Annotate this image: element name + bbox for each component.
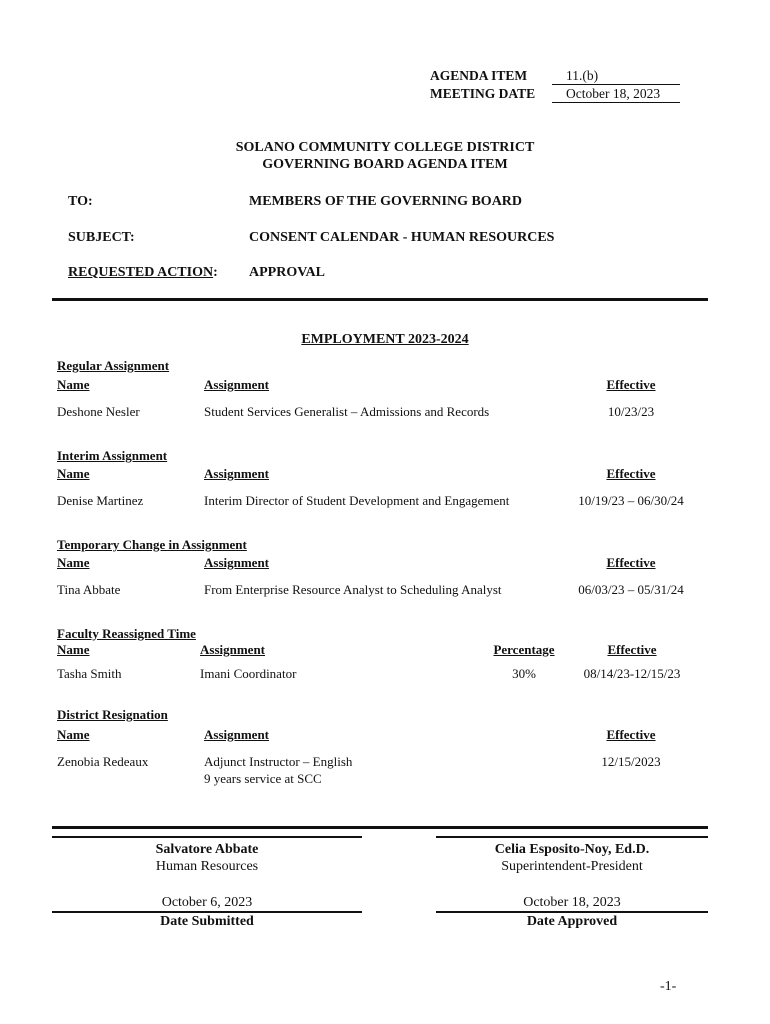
faculty-section-title: Faculty Reassigned Time: [57, 626, 196, 641]
date-submitted-line: [52, 911, 362, 913]
employment-heading: EMPLOYMENT 2023-2024: [301, 332, 469, 347]
regular-col-name: Name: [57, 377, 90, 392]
regular-row-name: Deshone Nesler: [57, 404, 140, 419]
date-submitted-label: Date Submitted: [160, 914, 254, 929]
date-submitted-value: October 6, 2023: [161, 895, 253, 910]
faculty-col-percentage: Percentage: [493, 642, 555, 657]
temporary-col-name: Name: [57, 555, 90, 570]
regular-row-assignment: Student Services Generalist – Admissions and Records: [204, 404, 490, 419]
resignation-row-name: Zenobia Redeaux: [57, 754, 149, 769]
agenda-title: GOVERNING BOARD AGENDA ITEM: [262, 157, 508, 172]
temporary-section-title: Temporary Change in Assignment: [57, 537, 247, 552]
regular-row-effective: 10/23/23: [607, 404, 655, 419]
agenda-item-value: 11.(b): [566, 68, 599, 83]
header-divider: [52, 298, 708, 301]
to-label: TO:: [68, 194, 93, 209]
interim-col-name: Name: [57, 466, 90, 481]
resignation-col-assignment: Assignment: [204, 727, 270, 742]
right-signature-line: [436, 836, 708, 838]
subject-value: CONSENT CALENDAR - HUMAN RESOURCES: [249, 230, 555, 245]
temporary-row-assignment: From Enterprise Resource Analyst to Scheduling Analyst: [204, 582, 502, 597]
requested-action-text: REQUESTED ACTION: [68, 265, 214, 280]
resignation-col-effective: Effective: [606, 727, 656, 742]
interim-col-assignment: Assignment: [204, 466, 270, 481]
faculty-row-percentage: 30%: [512, 666, 536, 681]
right-signer-name: Celia Esposito-Noy, Ed.D.: [494, 842, 650, 857]
meeting-date-label: MEETING DATE: [430, 86, 536, 101]
resignation-section-title: District Resignation: [57, 707, 168, 722]
temporary-row-name: Tina Abbate: [57, 582, 121, 597]
faculty-row-assignment: Imani Coordinator: [200, 666, 297, 681]
date-approved-value: October 18, 2023: [523, 895, 621, 910]
signature-divider: [52, 826, 708, 829]
resignation-row-effective: 12/15/2023: [601, 754, 661, 769]
resignation-col-name: Name: [57, 727, 90, 742]
faculty-col-effective: Effective: [607, 642, 657, 657]
page-number: -1-: [660, 979, 677, 994]
left-signature-line: [52, 836, 362, 838]
subject-label: SUBJECT:: [68, 230, 135, 245]
date-approved-label: Date Approved: [526, 914, 618, 929]
temporary-row-effective: 06/03/23 – 05/31/24: [578, 582, 684, 597]
requested-action-colon: :: [213, 265, 218, 280]
left-signer-name: Salvatore Abbate: [155, 842, 259, 857]
resignation-row-assignment-line2: 9 years service at SCC: [204, 771, 322, 786]
interim-section-title: Interim Assignment: [57, 448, 168, 463]
faculty-row-name: Tasha Smith: [57, 666, 122, 681]
to-value: MEMBERS OF THE GOVERNING BOARD: [249, 194, 523, 209]
interim-row-effective: 10/19/23 – 06/30/24: [578, 493, 684, 508]
faculty-col-assignment: Assignment: [200, 642, 266, 657]
district-title: SOLANO COMMUNITY COLLEGE DISTRICT: [235, 140, 535, 155]
faculty-row-effective: 08/14/23-12/15/23: [583, 666, 681, 681]
temporary-col-assignment: Assignment: [204, 555, 270, 570]
regular-col-effective: Effective: [606, 377, 656, 392]
interim-col-effective: Effective: [606, 466, 656, 481]
interim-row-assignment: Interim Director of Student Development and Engagement: [204, 493, 510, 508]
requested-action-value: APPROVAL: [249, 265, 325, 280]
regular-section-title: Regular Assignment: [57, 358, 170, 373]
requested-action-label: [68, 265, 218, 281]
right-signer-role: Superintendent-President: [501, 859, 643, 874]
agenda-item-underline: [552, 84, 680, 85]
regular-col-assignment: Assignment: [204, 377, 270, 392]
left-signer-role: Human Resources: [155, 859, 259, 874]
date-approved-line: [436, 911, 708, 913]
faculty-col-name: Name: [57, 642, 90, 657]
temporary-col-effective: Effective: [606, 555, 656, 570]
meeting-date-underline: [552, 102, 680, 103]
interim-row-name: Denise Martinez: [57, 493, 144, 508]
agenda-item-label: AGENDA ITEM: [430, 68, 528, 83]
meeting-date-value: October 18, 2023: [566, 86, 661, 101]
resignation-row-assignment-line1: Adjunct Instructor – English: [204, 754, 353, 769]
